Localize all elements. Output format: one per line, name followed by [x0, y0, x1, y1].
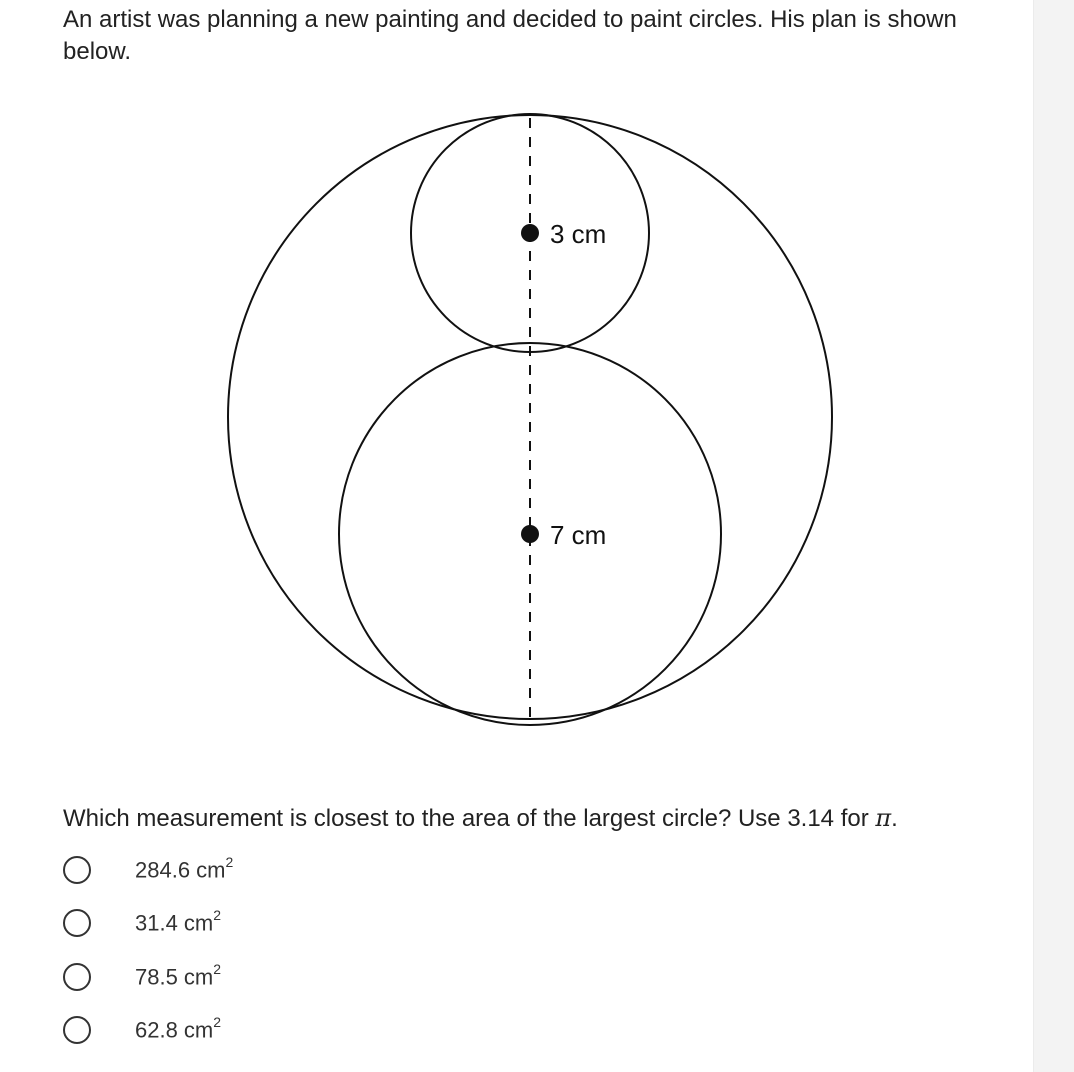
radio-button[interactable] — [63, 909, 91, 937]
answer-value: 284.6 cm — [135, 857, 226, 883]
medium-circle-label: 7 cm — [550, 520, 607, 550]
radio-button[interactable] — [63, 963, 91, 991]
answer-choice[interactable] — [63, 850, 463, 890]
answer-choice[interactable] — [63, 957, 463, 997]
answer-value: 78.5 cm — [135, 964, 214, 990]
unit-exponent: 2 — [225, 854, 234, 871]
right-side-panel — [1033, 0, 1074, 1072]
small-circle-center-dot — [521, 224, 539, 242]
answer-value: 31.4 cm — [135, 910, 214, 936]
unit-exponent: 2 — [213, 1014, 222, 1031]
small-circle-label: 3 cm — [550, 219, 607, 249]
largest-circle — [228, 115, 832, 719]
question-prompt — [63, 802, 898, 835]
radio-button[interactable] — [63, 856, 91, 884]
answer-choice-label — [135, 1016, 221, 1043]
question-prompt-text: Which measurement is closest to the area of the largest circle? Use 3.14 for — [63, 805, 869, 832]
radio-button[interactable] — [63, 1016, 91, 1044]
question-intro: An artist was planning a new painting and decided to paint circles. His plan is shown below. — [63, 6, 957, 65]
pi-symbol: π — [875, 804, 892, 832]
unit-exponent: 2 — [213, 907, 222, 924]
answer-choice[interactable] — [63, 903, 463, 943]
answer-choice-label — [135, 909, 221, 936]
answer-choice[interactable] — [63, 1010, 463, 1050]
unit-exponent: 2 — [213, 961, 222, 978]
question-prompt-end: . — [891, 805, 898, 832]
answer-choice-label — [135, 856, 233, 883]
answer-choice-label — [135, 963, 221, 990]
answer-value: 62.8 cm — [135, 1017, 214, 1043]
medium-circle-center-dot — [521, 525, 539, 543]
